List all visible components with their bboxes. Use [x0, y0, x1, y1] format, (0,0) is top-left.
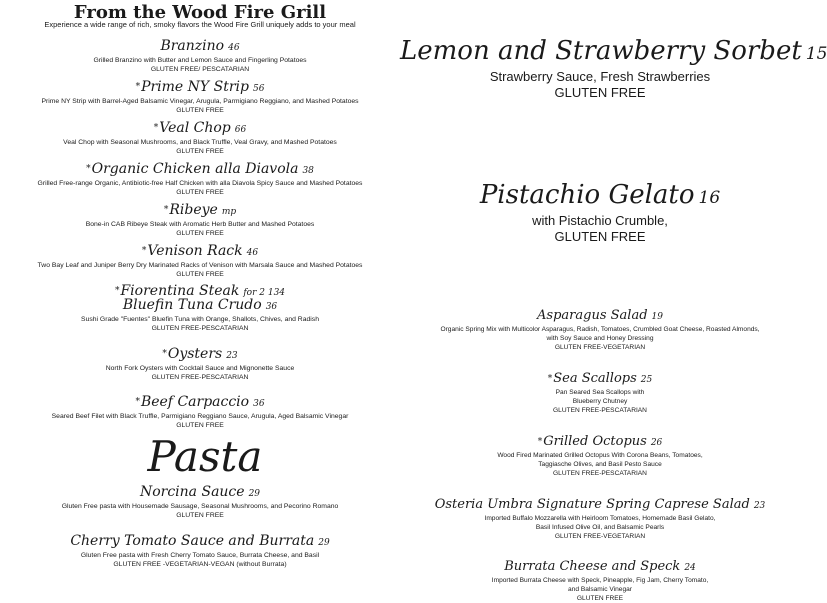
menu-item	[400, 559, 800, 603]
menu-item-description: Gluten Free pasta with Housemade Sausage, Seasonal Mushrooms, and Pecorino Romano	[61, 503, 339, 510]
menu-item-diet-tag: GLUTEN FREE	[176, 512, 224, 519]
menu-item-name: Norcina Sauce 29	[139, 484, 261, 500]
dessert-item	[400, 36, 827, 101]
menu-item-name: Burrata Cheese and Speck 24	[504, 559, 696, 574]
menu-item	[0, 202, 400, 238]
menu-item-description: Imported Buffalo Mozzarella with Heirloom Tomatoes, Homemade Basil Gelato,	[484, 515, 716, 522]
menu-item-diet-tag: GLUTEN FREE-PESCATARIAN	[151, 325, 249, 332]
menu-item-description-line2: Blueberry Chutney	[572, 398, 628, 405]
menu-item-diet-tag: GLUTEN FREE-PESCATARIAN	[553, 470, 647, 477]
menu-item-diet-tag: GLUTEN FREE-PESCATARIAN	[553, 407, 647, 414]
menu-item-description: Seared Beef Filet with Black Truffle, Parmigiano Reggiano Sauce, Arugula, Aged Balsamic Vinegar	[51, 413, 349, 420]
dessert-item-name: Pistachio Gelato 16	[479, 180, 721, 210]
menu-item-description: Wood Fired Marinated Grilled Octopus With Corona Beans, Tomatoes,	[497, 452, 703, 459]
menu-item-diet-tag: GLUTEN FREE	[176, 230, 224, 237]
menu-item-description: North Fork Oysters with Cocktail Sauce and Mignonette Sauce	[105, 365, 295, 372]
menu-item-name: *Beef Carpaccio 36	[135, 394, 265, 410]
menu-item	[0, 533, 400, 569]
menu-item-name: Bluefin Tuna Crudo 36	[122, 297, 278, 313]
menu-item-description-line2: Basil Infused Olive Oil, and Balsamic Pearls	[535, 524, 665, 531]
menu-item-name: Asparagus Salad 19	[537, 308, 663, 323]
menu-item-name: *Sea Scallops 25	[547, 371, 653, 386]
menu-item-diet-tag: GLUTEN FREE	[176, 148, 224, 155]
menu-item-diet-tag: GLUTEN FREE/ PESCATARIAN	[150, 66, 250, 73]
menu-item-description-line2: with Soy Sauce and Honey Dressing	[546, 335, 654, 342]
section-title-grill: From the Wood Fire Grill	[73, 2, 327, 23]
dessert-item-description: with Pistachio Crumble,	[532, 213, 668, 228]
menu-item-name: *Ribeye mp	[163, 202, 237, 218]
menu-item	[0, 161, 400, 197]
menu-item-diet-tag: GLUTEN FREE-VEGETARIAN	[554, 344, 646, 351]
menu-item-name: *Grilled Octopus 26	[537, 434, 663, 449]
menu-item-description: Grilled Branzino with Butter and Lemon Sauce and Fingerling Potatoes	[93, 57, 307, 64]
menu-item-name: *Veal Chop 66	[153, 120, 247, 136]
menu-item	[0, 484, 400, 520]
dessert-item	[400, 180, 800, 245]
dessert-item-description: Strawberry Sauce, Fresh Strawberries	[489, 69, 711, 84]
menu-item	[400, 497, 800, 541]
menu-item-diet-tag: GLUTEN FREE-VEGETARIAN	[554, 533, 646, 540]
menu-item	[0, 243, 400, 279]
dessert-item-diet-tag: GLUTEN FREE	[554, 85, 646, 100]
menu-item-description: Imported Burrata Cheese with Speck, Pineapple, Fig Jam, Cherry Tomato,	[491, 577, 709, 584]
left-menu-column	[0, 0, 400, 600]
menu-item-diet-tag: GLUTEN FREE-PESCATARIAN	[151, 374, 249, 381]
menu-item-name: *Oysters 23	[162, 346, 238, 362]
menu-item-name: Osteria Umbra Signature Spring Caprese Salad 23	[434, 497, 766, 512]
menu-item-name: Cherry Tomato Sauce and Burrata 29	[70, 533, 330, 549]
menu-item	[400, 434, 800, 478]
menu-item-diet-tag: GLUTEN FREE	[176, 189, 224, 196]
menu-item	[0, 120, 400, 156]
menu-item-description-line2: Taggiasche Olives, and Basil Pesto Sauce	[538, 461, 662, 468]
menu-item-diet-tag: GLUTEN FREE	[576, 595, 624, 602]
menu-item-description: Pan Seared Sea Scallops with	[555, 389, 645, 396]
menu-item-description: Organic Spring Mix with Multicolor Asparagus, Radish, Tomatoes, Crumbled Goat Cheese, Roasted Almonds,	[440, 326, 760, 333]
menu-item	[0, 79, 400, 115]
menu-item-description: Grilled Free-range Organic, Antibiotic-free Half Chicken with alla Diavola Spicy Sauce and Mashed Potatoes	[37, 180, 363, 187]
menu-item	[0, 394, 400, 430]
section-subtitle-grill: Experience a wide range of rich, smoky flavors the Wood Fire Grill uniquely adds to your meal	[44, 20, 356, 29]
menu-item	[0, 38, 400, 74]
menu-item-name: *Venison Rack 46	[141, 243, 259, 259]
menu-item-diet-tag: GLUTEN FREE -VEGETARIAN-VEGAN (without Burrata)	[113, 561, 287, 568]
menu-item	[0, 346, 400, 382]
menu-item	[0, 297, 400, 333]
menu-item-diet-tag: GLUTEN FREE	[176, 107, 224, 114]
right-menu-column	[400, 0, 827, 602]
menu-item-description: Gluten Free pasta with Fresh Cherry Tomato Sauce, Burrata Cheese, and Basil	[80, 552, 320, 559]
section-title-pasta: Pasta	[147, 432, 263, 481]
dessert-item-diet-tag: GLUTEN FREE	[554, 229, 646, 244]
menu-item-description: Bone-in CAB Ribeye Steak with Aromatic Herb Butter and Mashed Potatoes	[85, 221, 315, 228]
menu-item-description: Two Bay Leaf and Juniper Berry Dry Marinated Racks of Venison with Marsala Sauce and Mashed Potatoes	[37, 262, 363, 269]
menu-item-diet-tag: GLUTEN FREE	[176, 422, 224, 429]
menu-item-name: Branzino 46	[160, 38, 240, 54]
menu-item-diet-tag: GLUTEN FREE	[176, 271, 224, 278]
menu-item-name: *Organic Chicken alla Diavola 38	[86, 161, 314, 177]
menu-item-description: Sushi Grade "Fuentes" Bluefin Tuna with Orange, Shallots, Chives, and Radish	[81, 316, 319, 323]
menu-item-description: Prime NY Strip with Barrel-Aged Balsamic Vinegar, Arugula, Parmigiano Reggiano, and Mashed Potatoes	[41, 98, 359, 105]
menu-item-description-line2: and Balsamic Vinegar	[567, 586, 633, 593]
dessert-item-name: Lemon and Strawberry Sorbet 15	[400, 36, 827, 66]
menu-item-description: Veal Chop with Seasonal Mushrooms, and Black Truffle, Veal Gravy, and Mashed Potatoes	[63, 139, 337, 146]
menu-item	[400, 371, 800, 415]
menu-item-name: *Prime NY Strip 56	[135, 79, 265, 95]
menu-item-name: *Fiorentina Steak for 2 134	[114, 283, 286, 299]
menu-item	[400, 308, 800, 352]
